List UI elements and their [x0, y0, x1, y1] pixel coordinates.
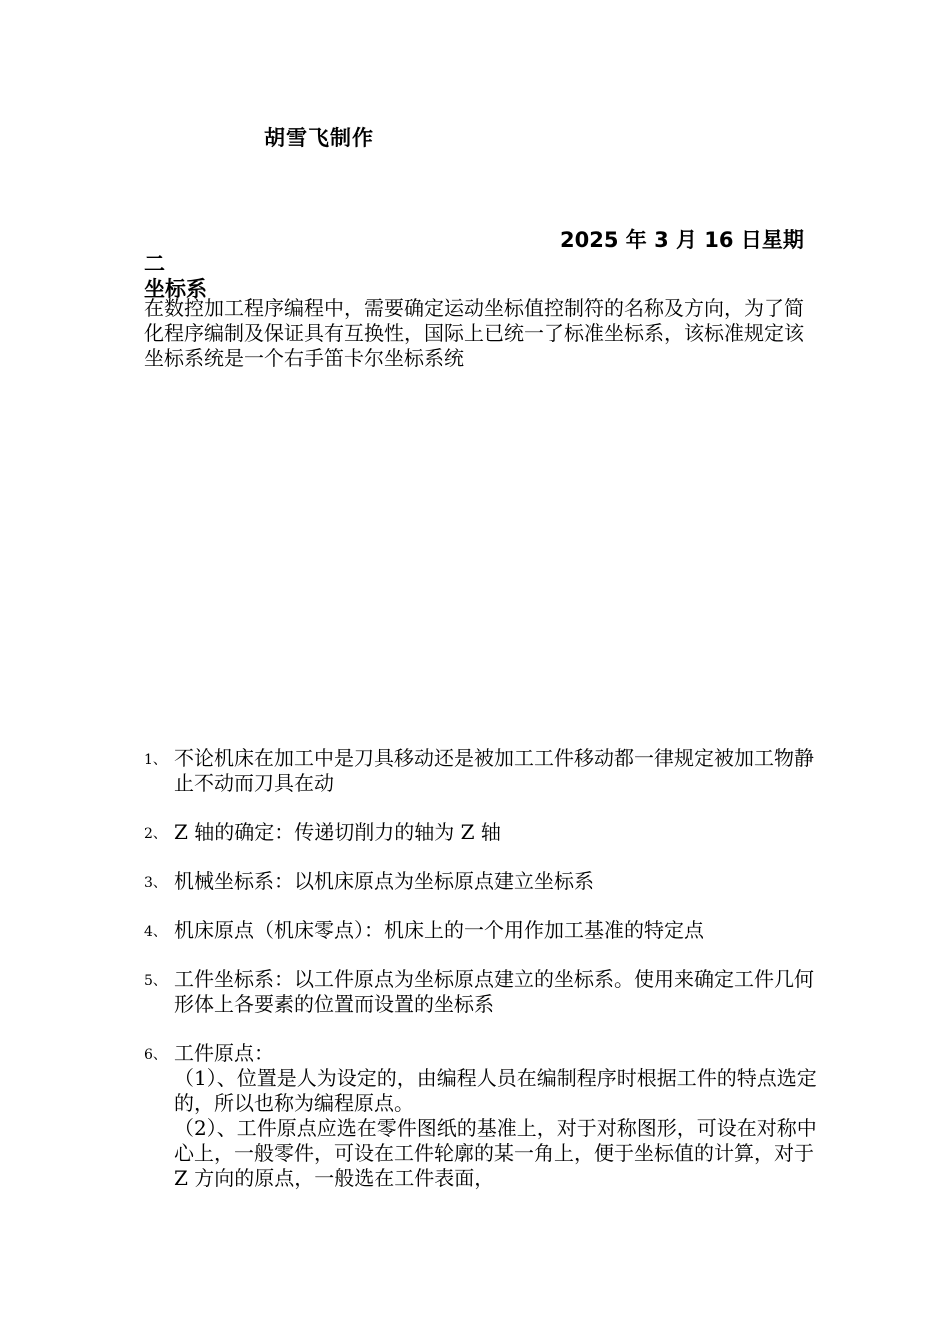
list-item — [144, 1041, 820, 1191]
list-item-text: Z 轴的确定：传递切削力的轴为 Z 轴 — [174, 820, 501, 844]
list-item-number: 5、 — [144, 973, 167, 989]
list-item-text: 机床原点（机床零点）：机床上的一个用作加工基准的特定点 — [174, 918, 704, 942]
author-line: 胡雪飞制作 — [264, 126, 374, 150]
list-item — [144, 746, 820, 796]
list-item — [144, 820, 820, 845]
list-item-text: 工件坐标系：以工件原点为坐标原点建立的坐标系。使用来确定工件几何形体上各要素的位置而设置的坐标系 — [174, 967, 814, 1016]
definition-list — [144, 746, 820, 1215]
section-title: 坐标系 — [144, 277, 207, 301]
list-item-number: 4、 — [144, 924, 167, 940]
list-item-text: 不论机床在加工中是刀具移动还是被加工工件移动都一律规定被加工物静止不动而刀具在动 — [174, 746, 814, 795]
list-item-number: 3、 — [144, 875, 167, 891]
list-item-text: 工件原点： — [174, 1041, 274, 1065]
list-item — [144, 869, 820, 894]
intro-paragraph: 在数控加工程序编程中，需要确定运动坐标值控制符的名称及方向，为了简化程序编制及保证具有互换性，国际上已统一了标准坐标系，该标准规定该坐标系统是一个右手笛卡尔坐标系统 — [144, 296, 804, 370]
list-item-number: 1、 — [144, 752, 167, 768]
sub-point: （2）、工件原点应选在零件图纸的基准上，对于对称图形，可设在对称中心上，一般零件，可设在工件轮廓的某一角上，便于坐标值的计算，对于 Z 方向的原点，一般选在工件表面， — [174, 1116, 817, 1190]
list-item-number: 2、 — [144, 826, 167, 842]
list-item-text: 机械坐标系：以机床原点为坐标原点建立坐标系 — [174, 869, 594, 893]
list-item — [144, 967, 820, 1017]
date-weekday: 二 — [144, 252, 165, 276]
list-item-number: 6、 — [144, 1047, 167, 1063]
list-item — [144, 918, 820, 943]
sub-point: （1）、位置是人为设定的，由编程人员在编制程序时根据工件的特点选定的，所以也称为编程原点。 — [174, 1066, 817, 1115]
date-line: 2025 年 3 月 16 日星期 — [560, 228, 804, 252]
